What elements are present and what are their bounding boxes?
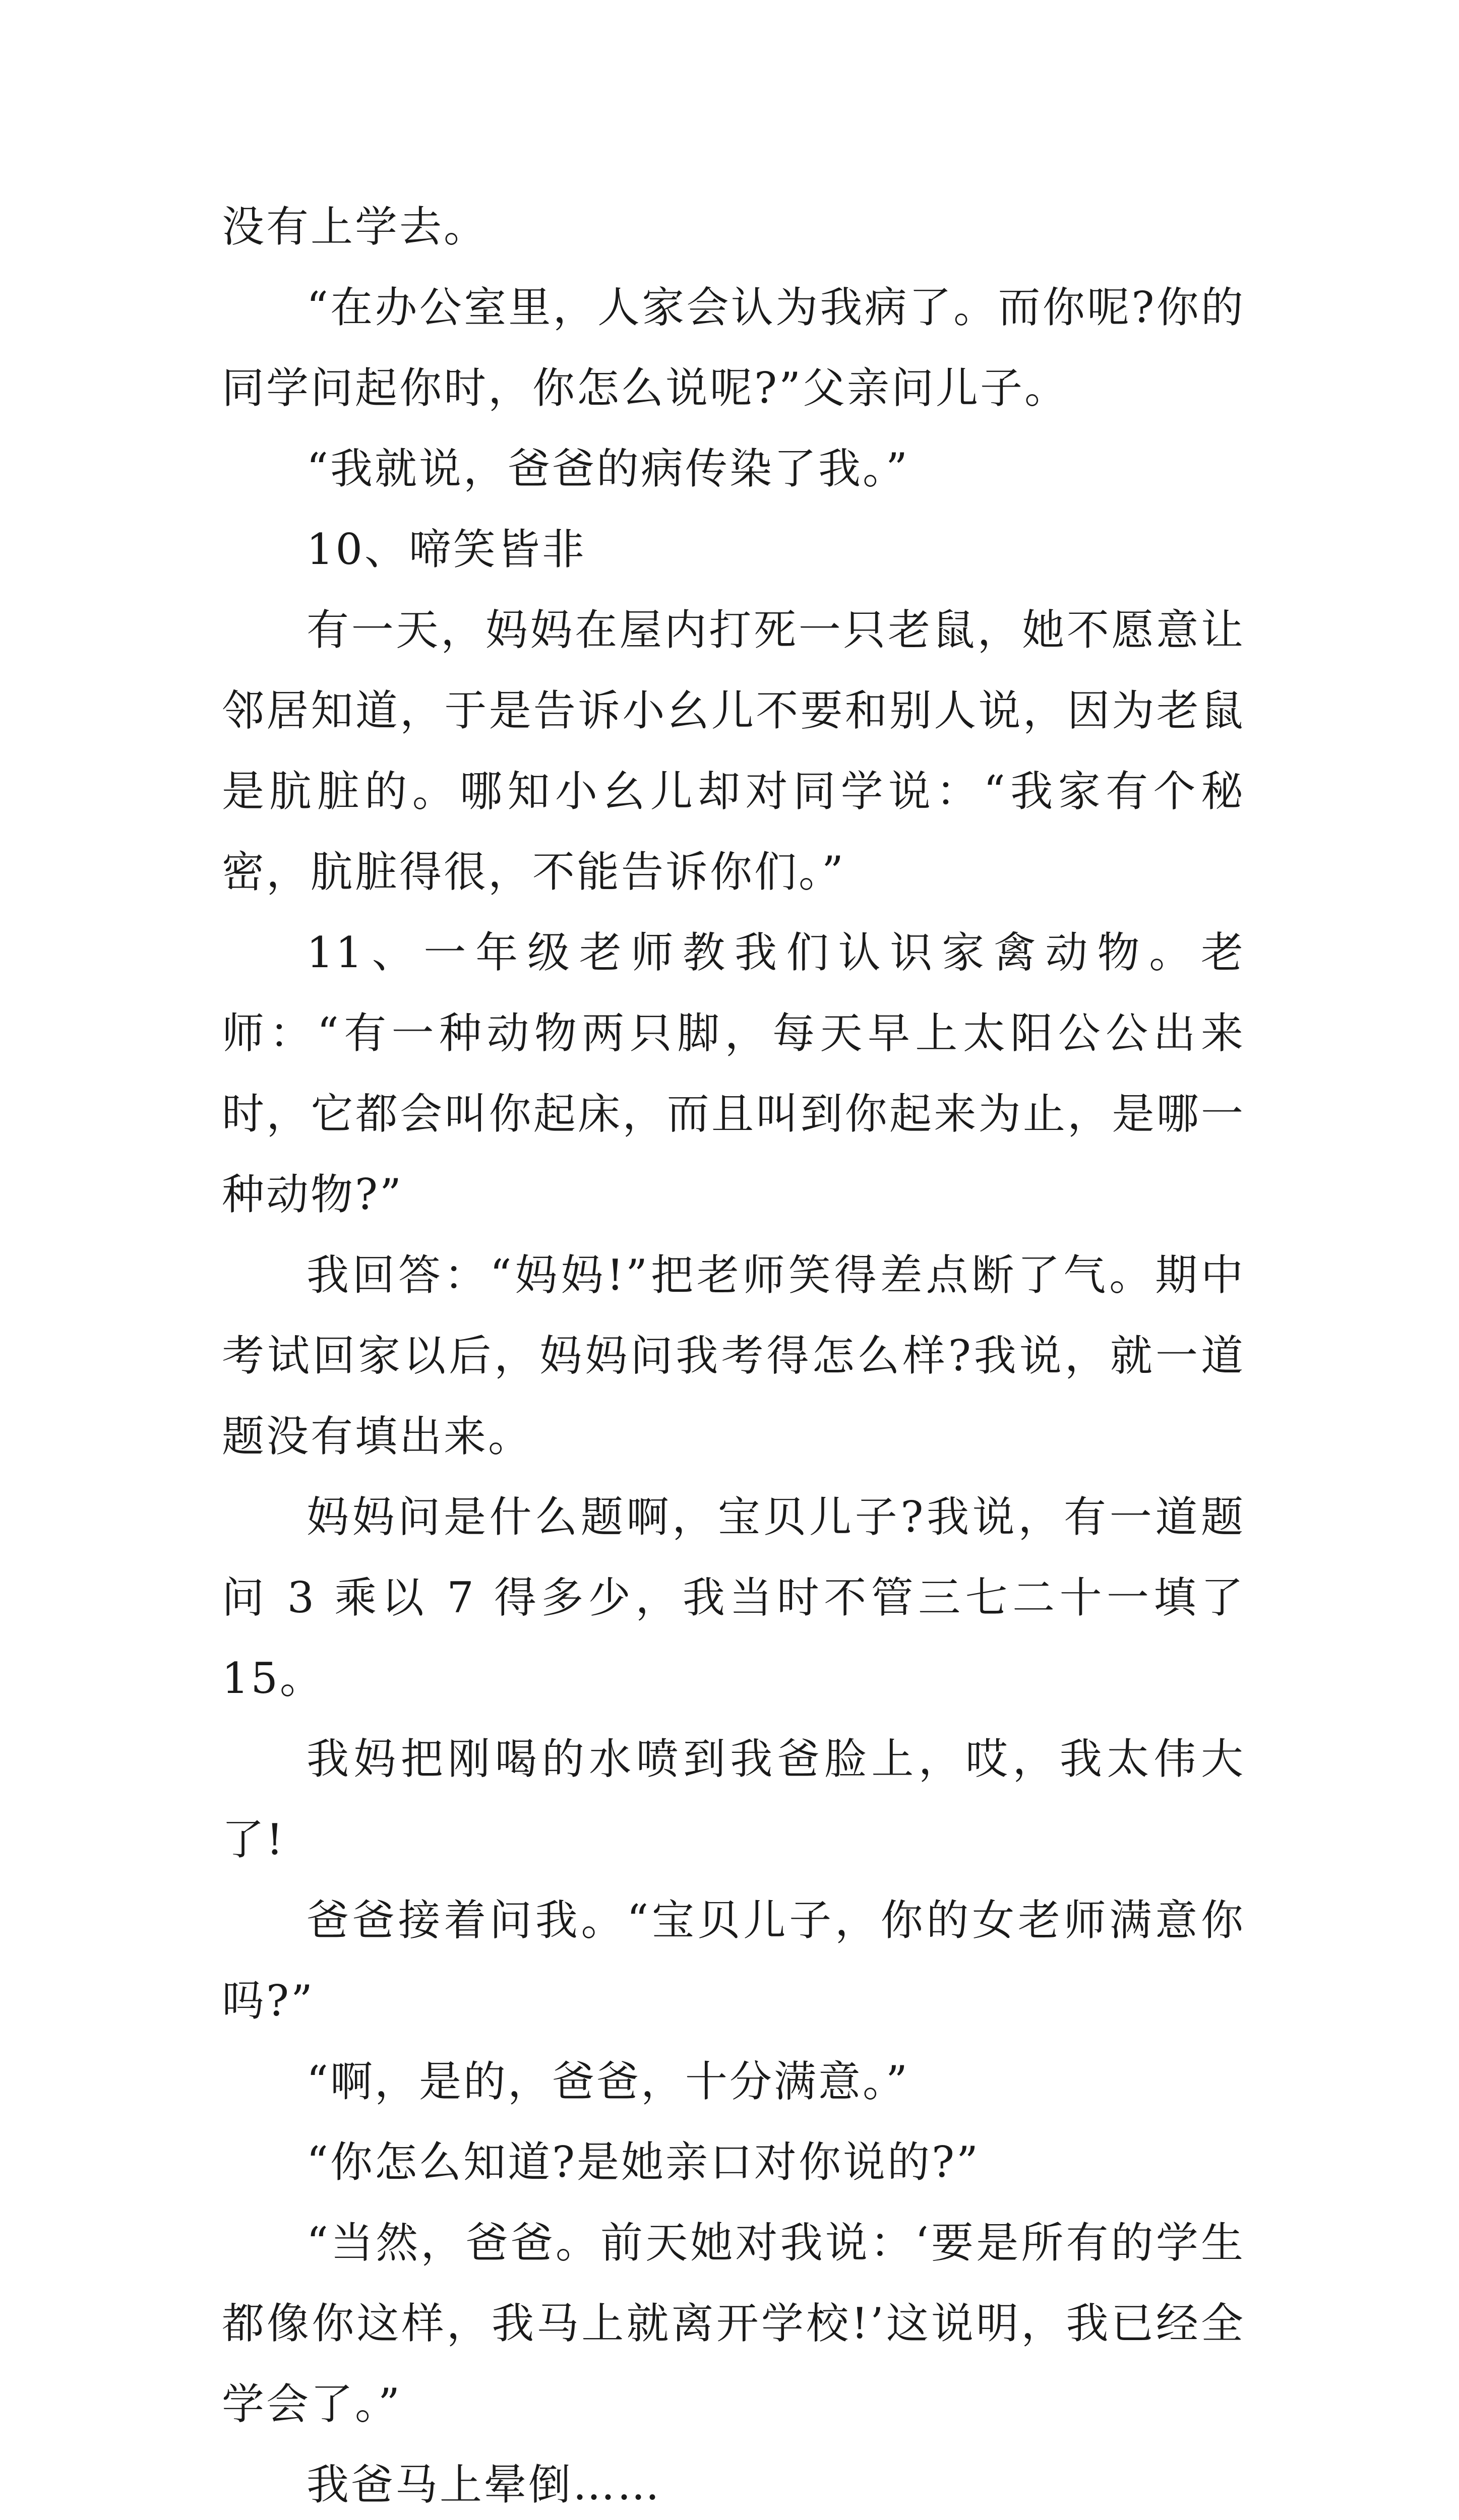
paragraph: 爸爸接着问我。“宝贝儿子，你的女老师满意你吗?” (222, 1896, 1245, 2026)
paragraph: “啊，是的，爸爸，十分满意。” (307, 2057, 909, 2106)
paragraph: “我就说，爸爸的病传染了我。” (307, 444, 909, 493)
document-body (222, 186, 1261, 2520)
paragraph: “你怎么知道?是她亲口对你说的?” (307, 2137, 980, 2187)
paragraph: 我妈把刚喝的水喷到我爸脸上，哎，我太伟大了! (222, 1734, 1245, 1864)
section-heading: 10、啼笑皆非 (307, 525, 586, 574)
paragraph: 妈妈问是什么题啊，宝贝儿子?我说，有一道题问 3 乘以 7 得多少，我当时不管三七二十一填了 15。 (222, 1492, 1261, 1703)
paragraph: “在办公室里，人家会认为我病了。而你呢?你的同学问起你时，你怎么说呢?”父亲问儿子。 (222, 283, 1245, 413)
paragraph: 我回答：“妈妈!”把老师笑得差点断了气。期中考试回家以后，妈妈问我考得怎么样?我说，就一道题没有填出来。 (222, 1250, 1245, 1461)
paragraph: 我爸马上晕倒…… (307, 2460, 662, 2509)
paragraph: 有一天，妈妈在屋内打死一只老鼠，她不愿意让邻居知道，于是告诉小幺儿不要和别人说，因为老鼠是肮脏的。哪知小幺儿却对同学说：“我家有个秘密，肮脏得很，不能告诉你们。” (222, 605, 1245, 897)
paragraph: 11、一年级老师教我们认识家禽动物。老师：“有一种动物两只脚，每天早上太阳公公出来时，它都会叫你起床，而且叫到你起来为止，是哪一种动物?” (222, 928, 1245, 1219)
paragraph: “当然，爸爸。前天她对我说：‘要是所有的学生都像你这样，我马上就离开学校!’这说明，我已经全学会了。” (222, 2218, 1245, 2429)
paragraph: 没有上学去。 (222, 202, 489, 251)
